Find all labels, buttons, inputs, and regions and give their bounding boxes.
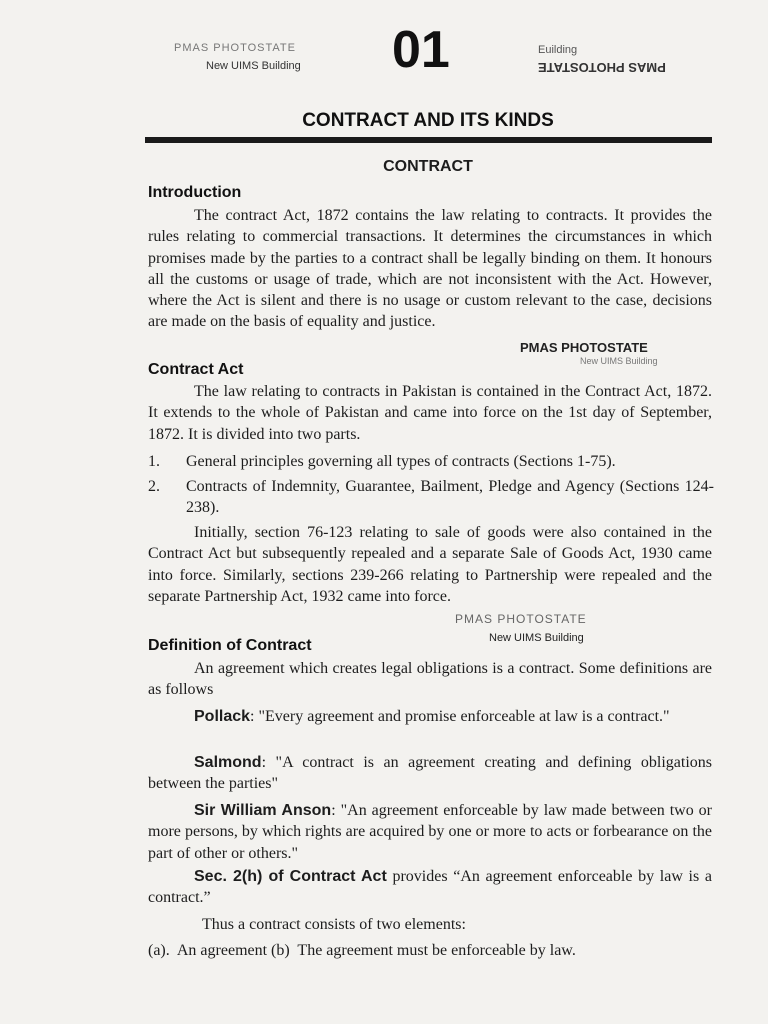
list-text: Contracts of Indemnity, Guarantee, Bailment, Pledge and Agency (Sections 124-238). <box>186 478 714 517</box>
list-number: 2. <box>148 478 160 495</box>
author-anson: Sir William Anson <box>194 802 332 819</box>
title-rule <box>145 137 712 143</box>
photostate-stamp-low: PMAS PHOTOSTATE <box>455 612 587 626</box>
paragraph-introduction: The contract Act, 1872 contains the law relating to contracts. It provides the rules relating to commercial transactions. It determines the circumstances in which promises made by the parties to a contract shall be legally binding on them. It honours all the customs or usage of trade, which are not inconsistent with the Act. However, where the Act is silent and there is no usage or custom relevant to the case, decisions are made on the basis of equality and justice. <box>148 207 712 331</box>
paragraph-definition: An agreement which creates legal obligations is a contract. Some definitions are as follows <box>148 660 712 699</box>
photostate-stamp-mid-sub: New UIMS Building <box>580 356 658 366</box>
chapter-number: 01 <box>392 21 450 79</box>
quote-salmond: : "A contract is an agreement creating and defining obligations between the parties" <box>148 754 712 793</box>
heading-introduction: Introduction <box>148 184 242 201</box>
heading-definition: Definition of Contract <box>148 637 312 654</box>
section-2h-label: Sec. 2(h) of Contract Act <box>194 868 387 885</box>
section-2h-text: provides “An agreement enforceable by law is a contract.” <box>148 868 713 907</box>
photostate-stamp-mid: PMAS PHOTOSTATE <box>520 340 648 355</box>
paragraph-contract-act-history: Initially, section 76-123 relating to sale of goods were also contained in the Contract Act but subsequently repealed and a separate Sale of Goods Act, 1930 came into force. Similarly, sections 239-266 relating to Partnership were repealed and the separate Partnership Act, 1932 came into force. <box>148 524 712 605</box>
photostate-stamp-left-sub: New UIMS Building <box>206 60 301 72</box>
quote-pollack: : "Every agreement and promise enforceable at law is a contract." <box>250 708 670 725</box>
elements-intro: Thus a contract consists of two elements: <box>202 916 466 933</box>
heading-contract-act: Contract Act <box>148 361 244 378</box>
author-salmond: Salmond <box>194 754 262 771</box>
definition-anson <box>148 800 712 864</box>
photostate-stamp-right-inverted: PMAS PHOTOSTATE <box>538 60 666 75</box>
paragraph-contract-act: The law relating to contracts in Pakistan is contained in the Contract Act, 1872. It extends to the whole of Pakistan and came into force on the 1st day of September, 1872. It is divided into two parts. <box>148 383 712 443</box>
list-number: 1. <box>148 453 160 470</box>
photostate-stamp-right: Euilding <box>538 44 578 56</box>
definition-pollack <box>148 706 712 727</box>
list-text: General principles governing all types of contracts (Sections 1-75). <box>186 453 616 470</box>
photostate-stamp-low-sub: New UIMS Building <box>489 632 584 644</box>
definition-section-2h <box>148 866 712 909</box>
elements-list: (a). An agreement (b) The agreement must be enforceable by law. <box>148 942 576 959</box>
definition-salmond <box>148 752 712 795</box>
chapter-title: CONTRACT AND ITS KINDS <box>302 110 554 131</box>
photostate-stamp-left: PMAS PHOTOSTATE <box>174 42 296 54</box>
quote-anson: : "An agreement enforceable by law made between two or more persons, by which rights are acquired by one or more to acts or forbearance on the part of other or others." <box>148 802 712 862</box>
author-pollack: Pollack <box>194 708 251 725</box>
section-title: CONTRACT <box>383 158 473 175</box>
